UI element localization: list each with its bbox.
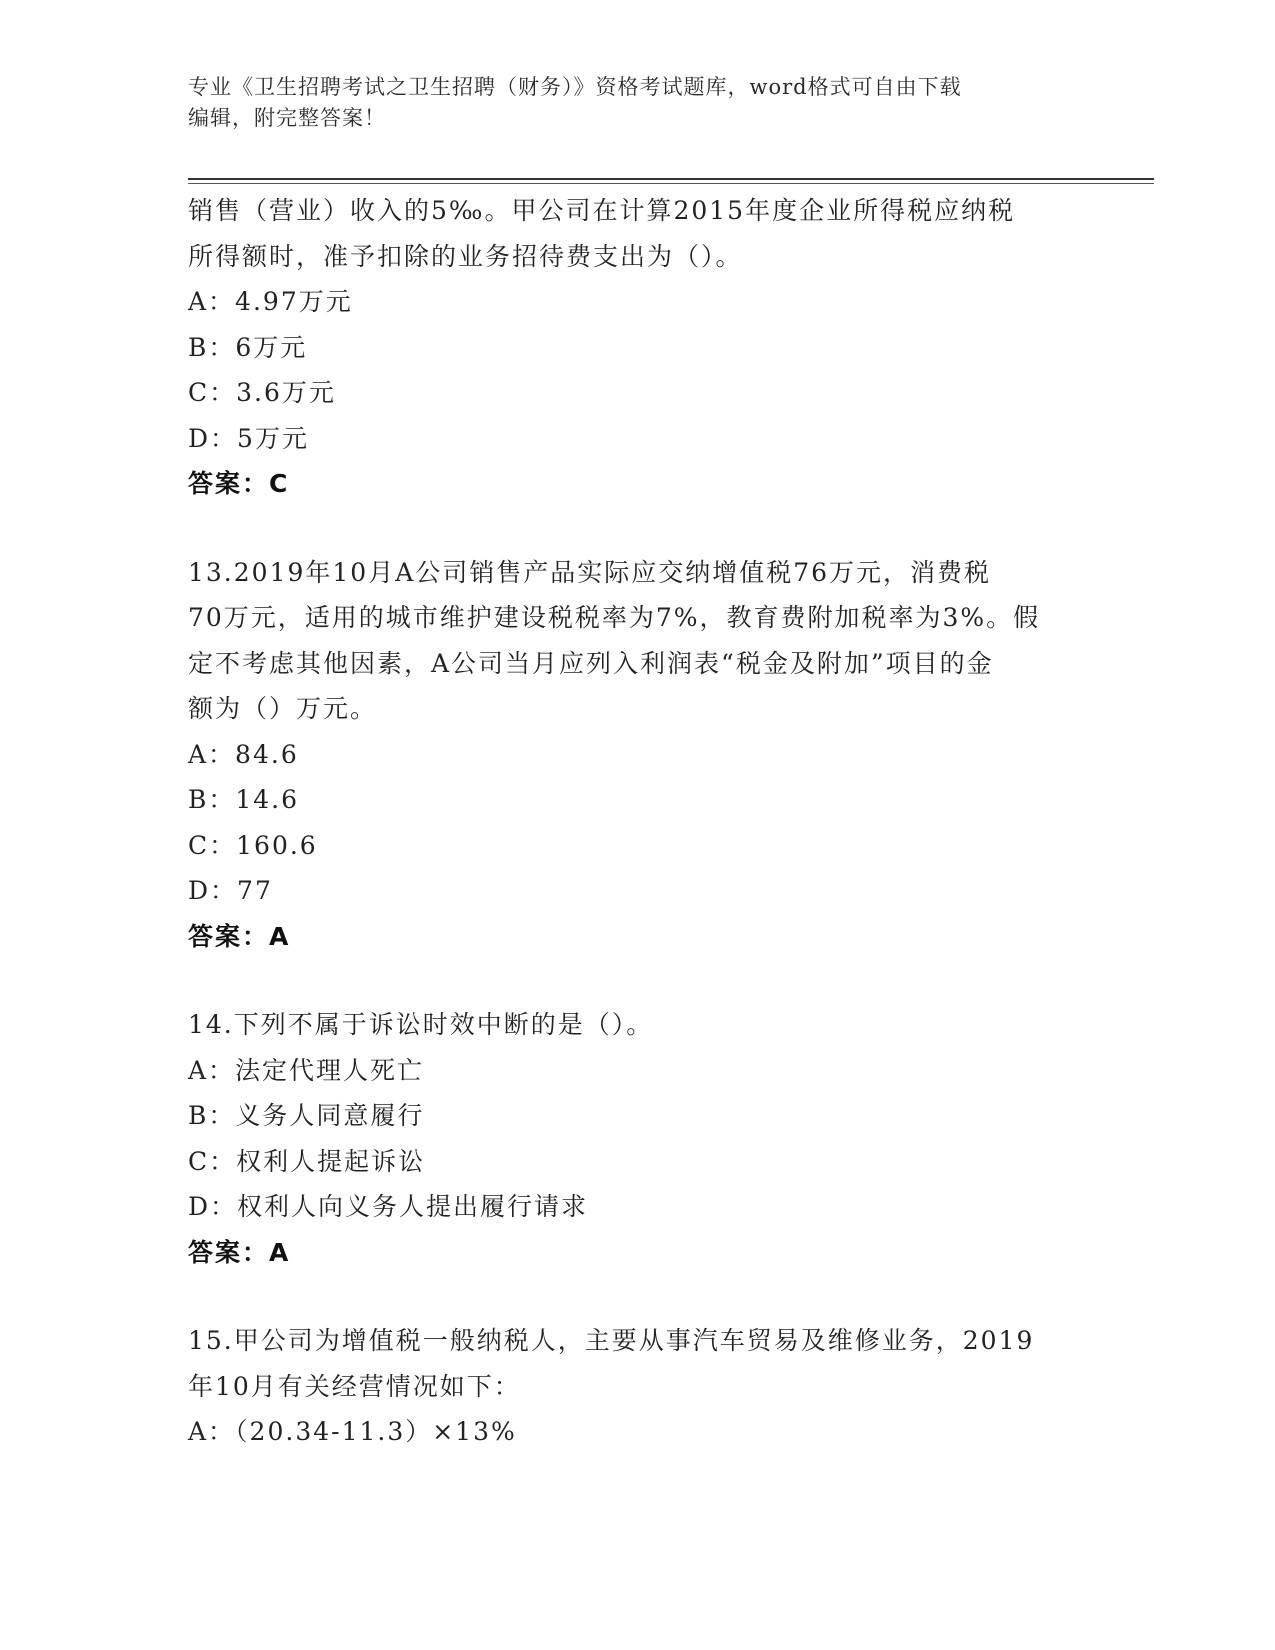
question-text-line: 额为（）万元。 bbox=[188, 694, 378, 723]
question-13 bbox=[188, 550, 1088, 960]
option-b: B：义务人同意履行 bbox=[188, 1101, 425, 1130]
option-a: A：4.97万元 bbox=[188, 287, 353, 316]
question-text-line: 14.下列不属于诉讼时效中断的是（）。 bbox=[188, 1010, 654, 1039]
document-body bbox=[188, 188, 1088, 1455]
option-d: D：权利人向义务人提出履行请求 bbox=[188, 1192, 589, 1221]
header-line-2: 编辑，附完整答案！ bbox=[188, 106, 386, 130]
option-c: C：权利人提起诉讼 bbox=[188, 1146, 426, 1176]
option-d: D：5万元 bbox=[188, 423, 309, 453]
question-text-line: 年10月有关经营情况如下： bbox=[188, 1371, 521, 1401]
question-text-line: 70万元，适用的城市维护建设税税率为7%，教育费附加税率为3%。假 bbox=[188, 603, 1041, 632]
option-b: B：14.6 bbox=[188, 785, 300, 814]
option-a: A：法定代理人死亡 bbox=[188, 1055, 425, 1085]
header-divider-thick bbox=[188, 178, 1154, 180]
option-a: A：（20.34-11.3）×13% bbox=[188, 1417, 517, 1446]
question-text-line: 所得额时，准予扣除的业务招待费支出为（）。 bbox=[188, 241, 743, 271]
question-spacer bbox=[188, 507, 1088, 550]
option-d: D：77 bbox=[188, 876, 273, 905]
option-a: A：84.6 bbox=[188, 739, 299, 769]
question-spacer bbox=[188, 1275, 1088, 1318]
option-c: C：3.6万元 bbox=[188, 378, 336, 407]
document-header bbox=[188, 72, 1088, 134]
question-text-line: 15.甲公司为增值税一般纳税人，主要从事汽车贸易及维修业务，2019 bbox=[188, 1326, 1035, 1355]
answer-line: 答案：C bbox=[188, 469, 290, 498]
answer-line: 答案：A bbox=[188, 921, 291, 951]
question-15 bbox=[188, 1318, 1088, 1455]
header-line-1: 专业《卫生招聘考试之卫生招聘（财务）》资格考试题库，word格式可自由下载 bbox=[188, 75, 962, 99]
question-text-line: 13.2019年10月A公司销售产品实际应交纳增值税76万元，消费税 bbox=[188, 557, 992, 587]
question-spacer bbox=[188, 959, 1088, 1002]
question-12 bbox=[188, 188, 1088, 507]
question-14 bbox=[188, 1002, 1088, 1275]
option-b: B：6万元 bbox=[188, 332, 308, 362]
option-c: C：160.6 bbox=[188, 830, 318, 860]
question-text-line: 定不考虑其他因素，A公司当月应列入利润表“税金及附加”项目的金 bbox=[188, 648, 994, 678]
answer-line: 答案：A bbox=[188, 1237, 291, 1267]
question-text-line: 销售（营业）收入的5‰。甲公司在计算2015年度企业所得税应纳税 bbox=[188, 196, 1016, 225]
header-divider-thin bbox=[188, 183, 1154, 184]
